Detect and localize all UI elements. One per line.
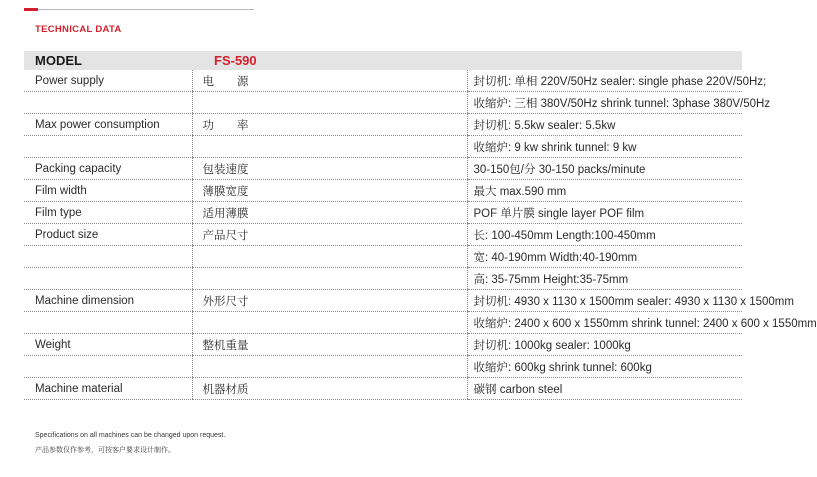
spec-name-en: Packing capacity [24, 158, 192, 180]
table-row [24, 158, 742, 180]
model-label: MODEL [24, 51, 192, 70]
spec-name-en: Machine material [24, 378, 192, 400]
table-row [24, 136, 742, 158]
spec-name-cn [192, 136, 467, 158]
spec-name-en: Machine dimension [24, 290, 192, 312]
spec-name-cn: 产品尺寸 [192, 224, 467, 246]
table-row [24, 268, 742, 290]
table-row [24, 180, 742, 202]
spec-name-en [24, 246, 192, 268]
spec-name-en: Film type [24, 202, 192, 224]
spec-name-cn: 机器材质 [192, 378, 467, 400]
spec-value: 封切机: 4930 x 1130 x 1500mm sealer: 4930 x 1130 x 1500mm [467, 290, 742, 312]
spec-value: 收缩炉: 600kg shrink tunnel: 600kg [467, 356, 742, 378]
table-row [24, 202, 742, 224]
spec-value: 最大 max.590 mm [467, 180, 742, 202]
footnote-chinese: 产品参数仅作参考，可按客户要求设计制作。 [35, 447, 175, 454]
footnote-english: Specifications on all machines can be changed upon request. [35, 432, 226, 439]
spec-name-cn: 电 源 [192, 70, 467, 92]
spec-name-cn: 功 率 [192, 114, 467, 136]
spec-name-en [24, 136, 192, 158]
spec-name-en: Film width [24, 180, 192, 202]
spec-name-cn [192, 246, 467, 268]
table-row [24, 114, 742, 136]
spec-name-cn [192, 268, 467, 290]
spec-value: 长: 100-450mm Length:100-450mm [467, 224, 742, 246]
top-divider-accent [24, 8, 38, 11]
spec-name-en: Power supply [24, 70, 192, 92]
section-title: TECHNICAL DATA [35, 24, 122, 35]
spec-name-cn: 薄膜宽度 [192, 180, 467, 202]
table-row [24, 312, 742, 334]
table-row [24, 378, 742, 400]
spec-value: 收缩炉: 2400 x 600 x 1550mm shrink tunnel: 2400 x 600 x 1550mm [467, 312, 742, 334]
spec-name-cn: 包装速度 [192, 158, 467, 180]
spec-name-en: Max power consumption [24, 114, 192, 136]
spec-name-cn: 外形尺寸 [192, 290, 467, 312]
spec-name-en: Weight [24, 334, 192, 356]
table-row [24, 356, 742, 378]
spec-value: 封切机: 单相 220V/50Hz sealer: single phase 220V/50Hz; [467, 70, 742, 92]
spec-name-en [24, 268, 192, 290]
model-value: FS-590 [192, 51, 742, 70]
table-row [24, 70, 742, 92]
spec-value: 封切机: 1000kg sealer: 1000kg [467, 334, 742, 356]
table-row [24, 246, 742, 268]
table-row [24, 224, 742, 246]
spec-value: 30-150包/分 30-150 packs/minute [467, 158, 742, 180]
spec-name-en [24, 312, 192, 334]
table-row [24, 290, 742, 312]
spec-name-cn [192, 312, 467, 334]
spec-name-cn [192, 356, 467, 378]
top-divider [24, 9, 254, 10]
table-row [24, 334, 742, 356]
spec-value: 宽: 40-190mm Width:40-190mm [467, 246, 742, 268]
table-row [24, 92, 742, 114]
spec-name-en: Product size [24, 224, 192, 246]
spec-value: 高: 35-75mm Height:35-75mm [467, 268, 742, 290]
spec-value: 封切机: 5.5kw sealer: 5.5kw [467, 114, 742, 136]
spec-name-cn [192, 92, 467, 114]
spec-name-en [24, 92, 192, 114]
spec-value: POF 单片膜 single layer POF film [467, 202, 742, 224]
table-header-row [24, 51, 742, 70]
spec-name-cn: 整机重量 [192, 334, 467, 356]
spec-value: 碳钢 carbon steel [467, 378, 742, 400]
technical-data-table [24, 51, 817, 400]
spec-name-en [24, 356, 192, 378]
spec-value: 收缩炉: 三相 380V/50Hz shrink tunnel: 3phase 380V/50Hz [467, 92, 742, 114]
spec-name-cn: 适用薄膜 [192, 202, 467, 224]
spec-value: 收缩炉: 9 kw shrink tunnel: 9 kw [467, 136, 742, 158]
